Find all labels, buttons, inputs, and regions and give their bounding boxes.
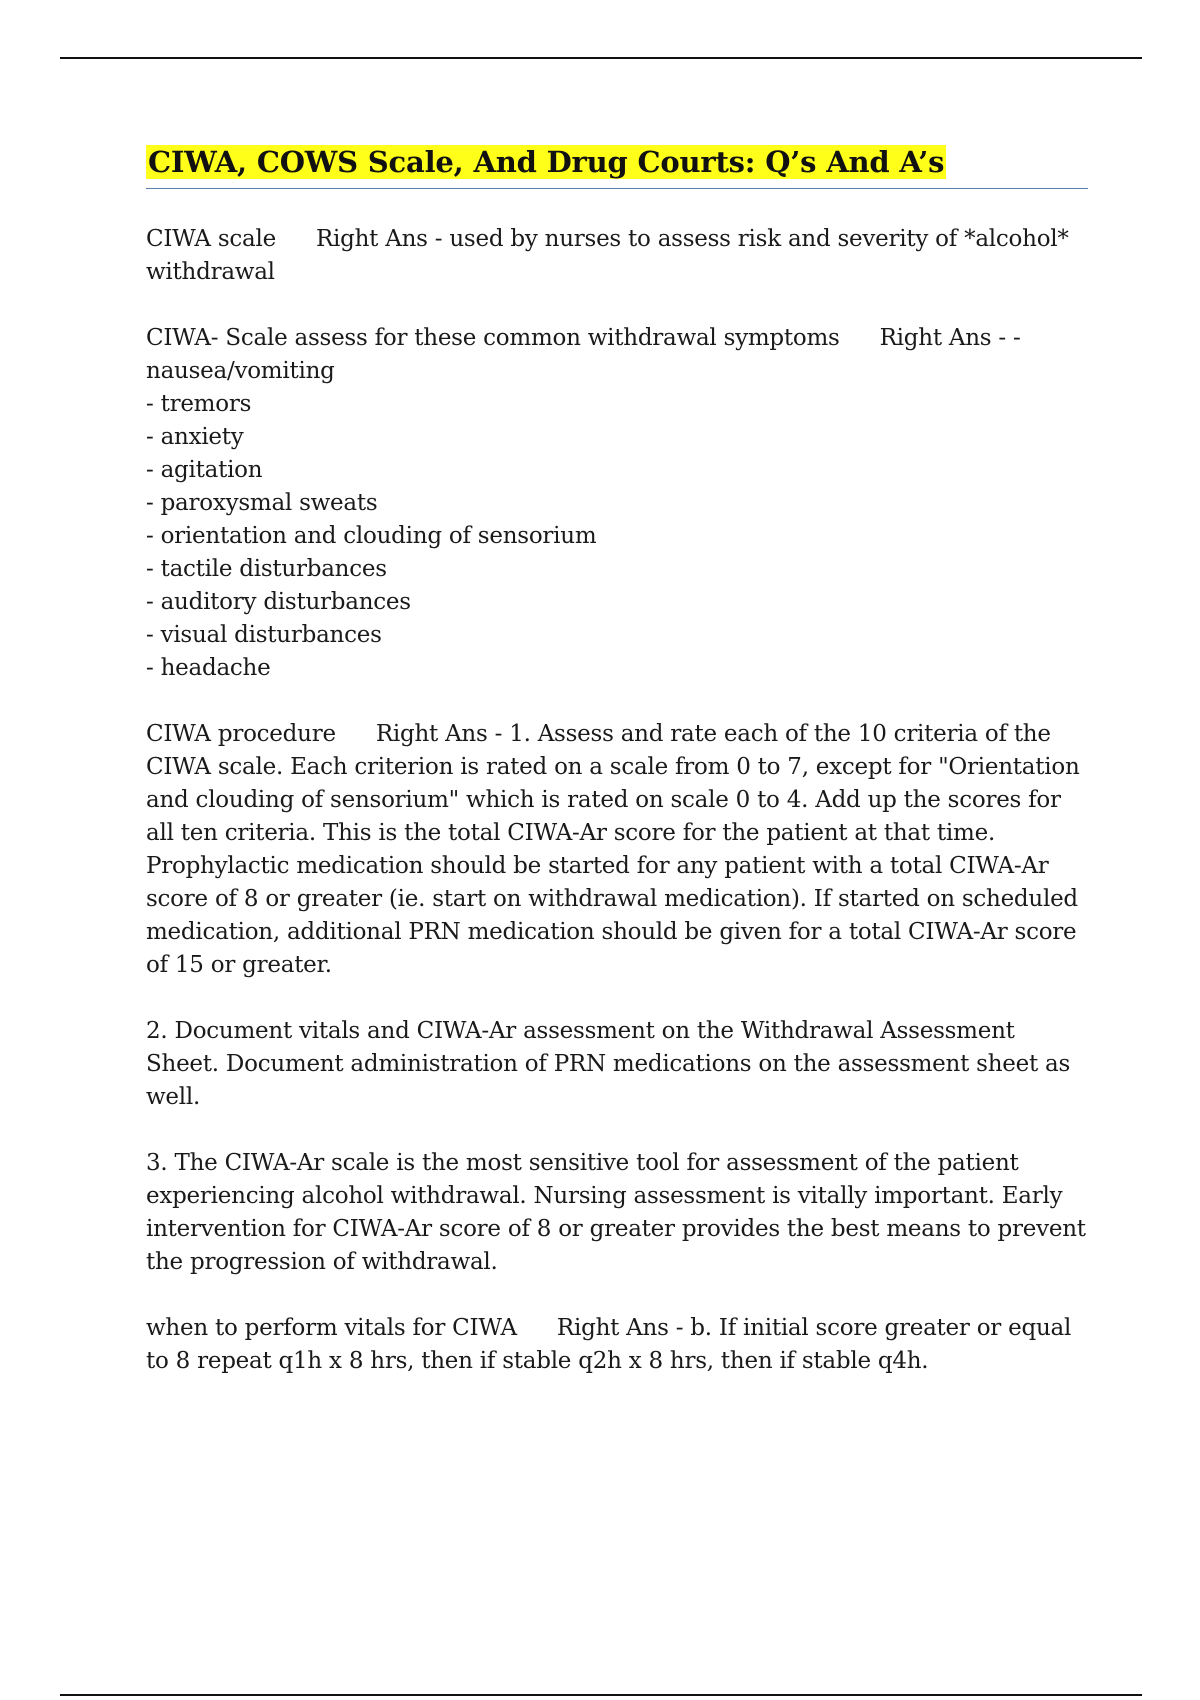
answer-text: Right Ans - - — [879, 325, 1021, 351]
qa-item-vitals — [146, 1312, 1088, 1378]
question-text: CIWA procedure — [146, 721, 336, 747]
symptom-line: - anxiety — [146, 424, 244, 450]
document-title: CIWA, COWS Scale, And Drug Courts: Q’s And A’s — [148, 145, 945, 179]
procedure-step-3: 3. The CIWA-Ar scale is the most sensitive tool for assessment of the patient experiencing alcohol withdrawal. Nursing assessment is vitally important. Early intervention for CIWA-Ar score of 8 or greater provides the best means to prevent the progression of withdrawal. — [146, 1150, 1086, 1275]
title-block — [146, 142, 1088, 189]
symptom-line: - headache — [146, 655, 271, 681]
page-top-rule — [60, 57, 1142, 59]
symptom-line: - visual disturbances — [146, 622, 382, 648]
answer-text: Right Ans - 1. Assess and rate each of the 10 criteria of the CIWA scale. Each criterion is rated on a scale from 0 to 7, except for "Orientation and clouding of sensorium" which is rated on scale 0 to 4. Add up the scores for all ten criteria. This is the total CIWA-Ar score for the patient at that time. Prophylactic medication should be started for any patient with a total CIWA-Ar score of 8 or greater (ie. start on withdrawal medication). If started on scheduled medication, additional PRN medication should be given for a total CIWA-Ar score of 15 or greater. — [146, 721, 1080, 978]
symptom-line: - paroxysmal sweats — [146, 490, 378, 516]
symptom-line: - orientation and clouding of sensorium — [146, 523, 597, 549]
answer-text: Right Ans - b. If initial score greater or equal to 8 repeat q1h x 8 hrs, then if stable q2h x 8 hrs, then if stable q4h. — [146, 1315, 1072, 1374]
question-text: CIWA scale — [146, 226, 276, 252]
qa-item-ciwa-procedure — [146, 718, 1088, 982]
question-text: CIWA- Scale assess for these common withdrawal symptoms — [146, 325, 840, 351]
answer-text: Right Ans - used by nurses to assess risk and severity of *alcohol* withdrawal — [146, 226, 1069, 285]
qa-item-ciwa-scale — [146, 223, 1088, 289]
symptom-line: - auditory disturbances — [146, 589, 411, 615]
symptom-line: nausea/vomiting — [146, 358, 335, 384]
symptom-line: - tactile disturbances — [146, 556, 387, 582]
page-bottom-rule — [60, 1694, 1142, 1696]
document-body — [146, 142, 1088, 1411]
symptom-line: - agitation — [146, 457, 263, 483]
procedure-step-2: 2. Document vitals and CIWA-Ar assessment on the Withdrawal Assessment Sheet. Document administration of PRN medications on the assessment sheet as well. — [146, 1018, 1071, 1110]
question-text: when to perform vitals for CIWA — [146, 1315, 517, 1341]
qa-item-ciwa-symptoms — [146, 322, 1088, 685]
symptom-line: - tremors — [146, 391, 252, 417]
